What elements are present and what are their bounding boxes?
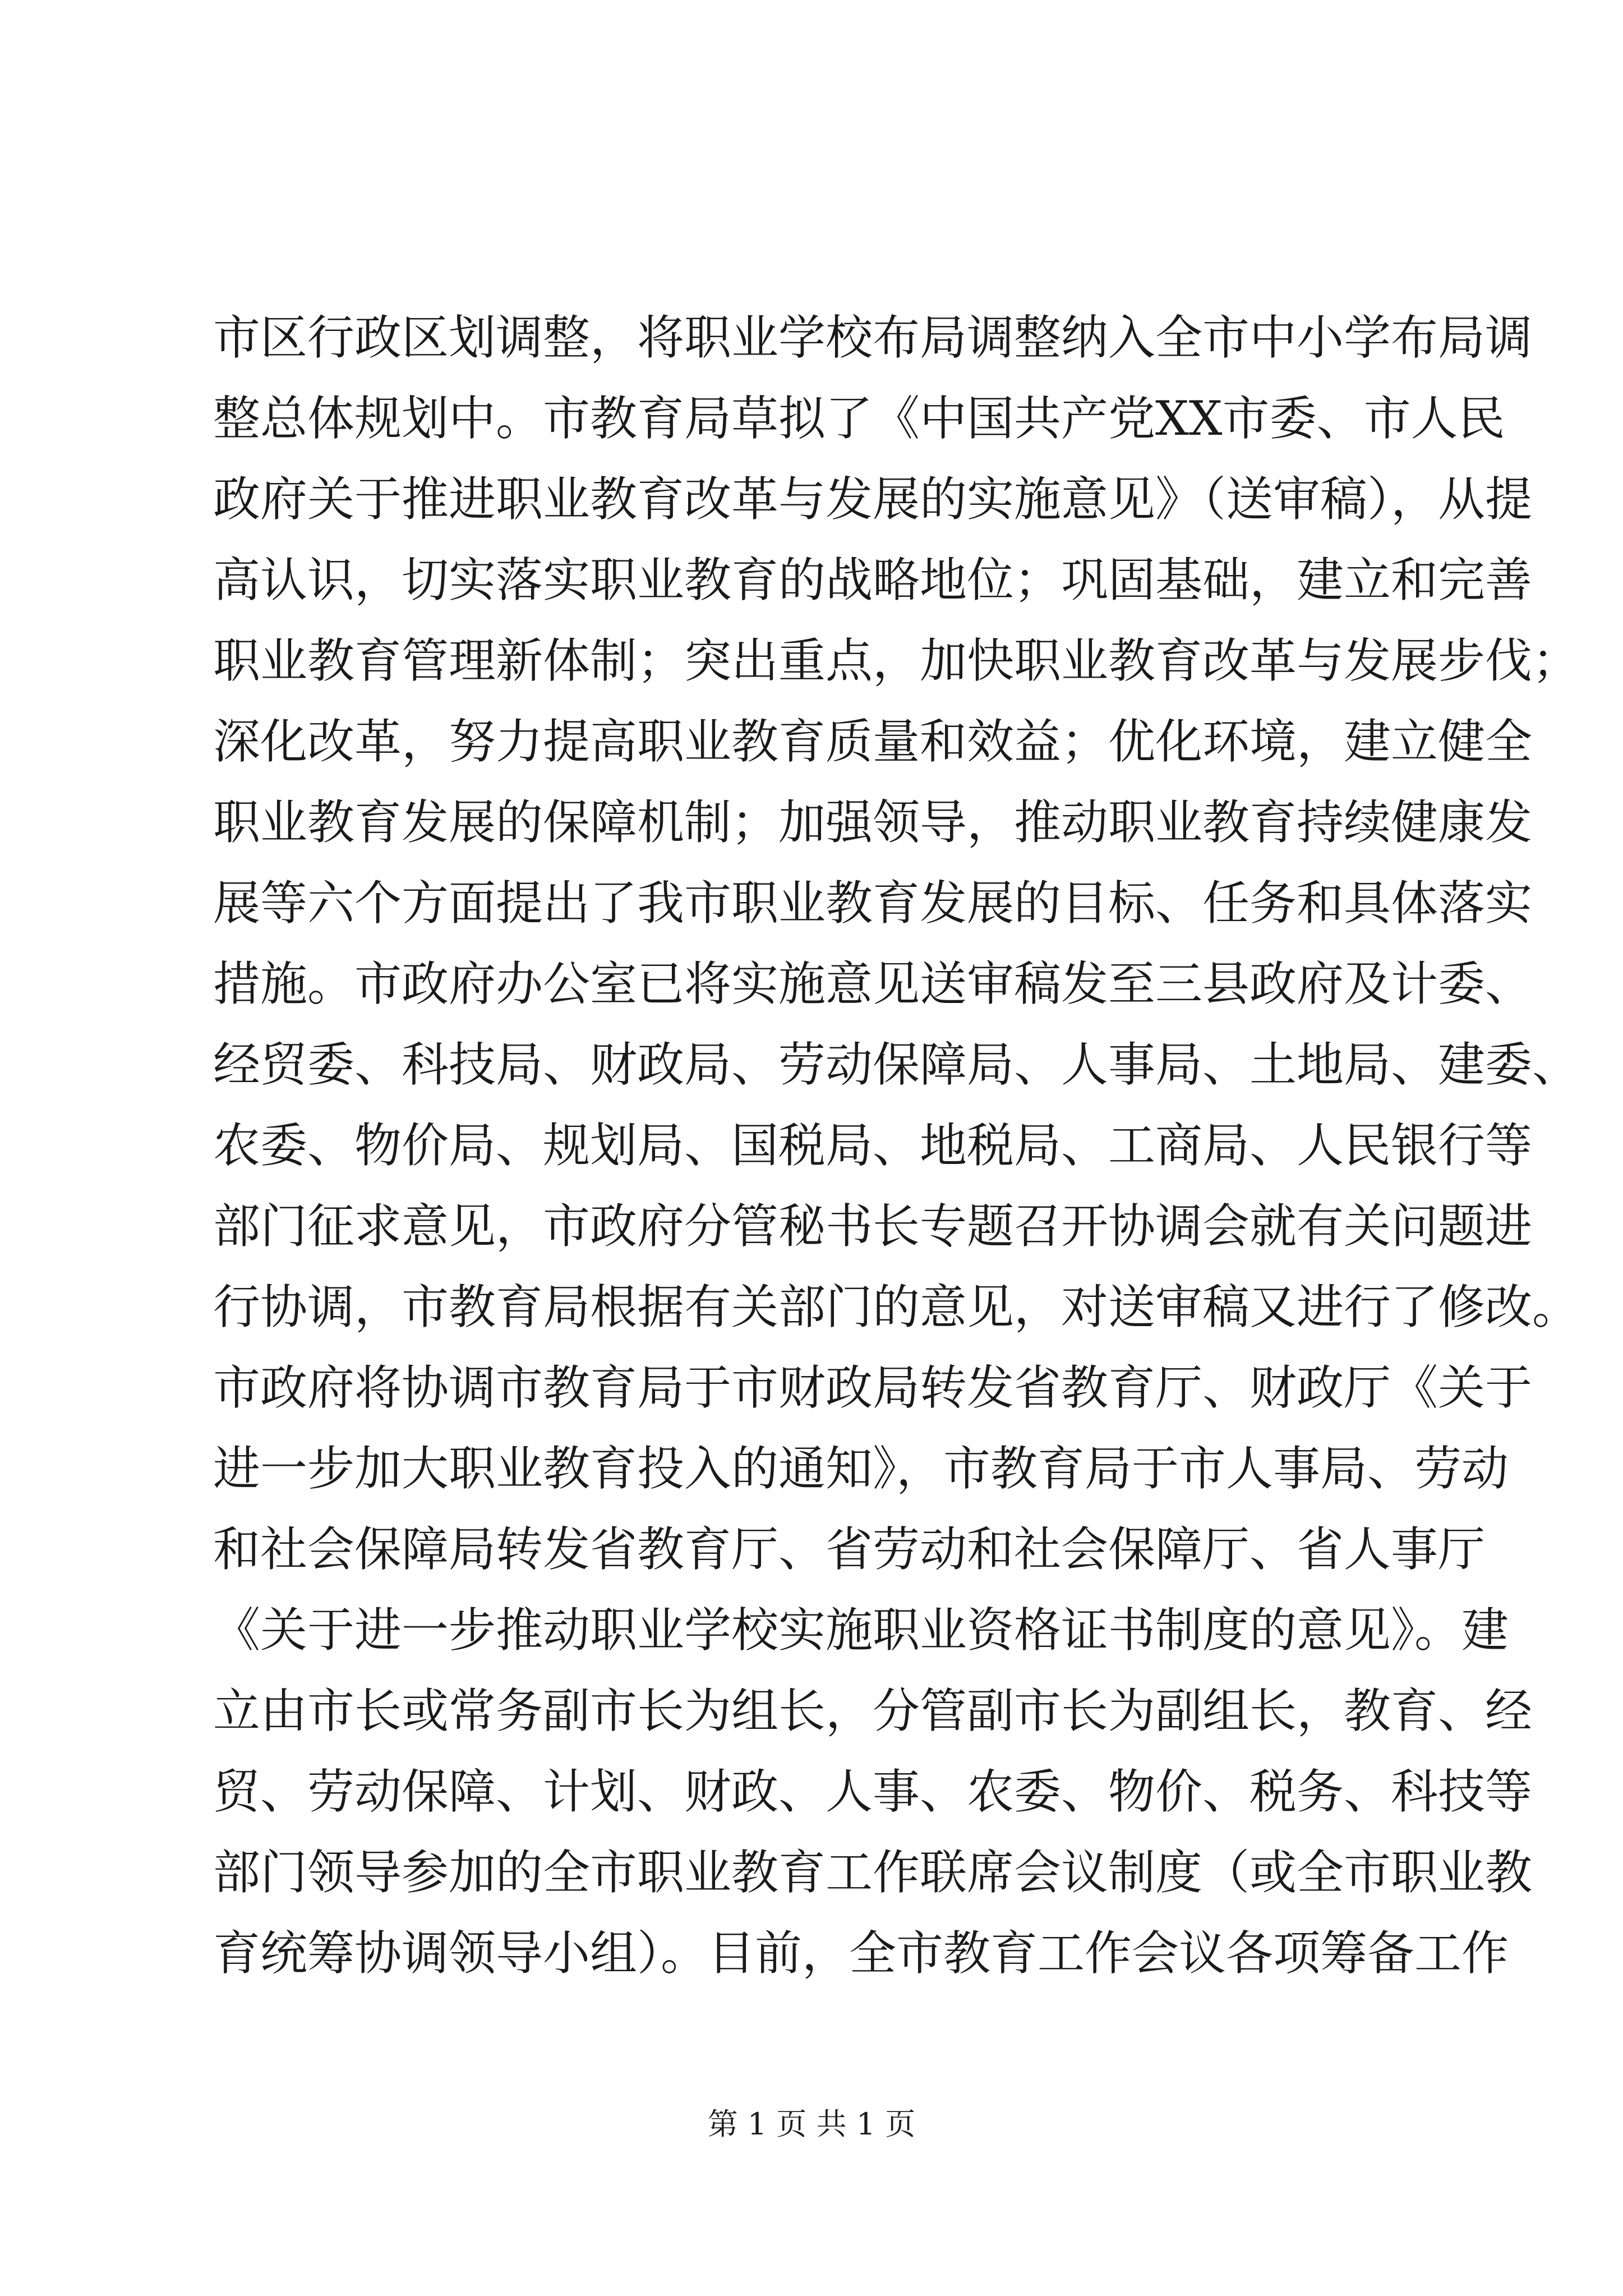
text-line: 和社会保障局转发省教育厅、省劳动和社会保障厅、省人事厅 bbox=[213, 1522, 1486, 1577]
text-line: 进一步加大职业教育投入的通知》，市教育局于市人事局、劳动 bbox=[213, 1441, 1509, 1496]
text-line: 部门领导参加的全市职业教育工作联席会议制度（或全市职业教 bbox=[213, 1845, 1533, 1900]
text-line: 职业教育管理新体制；突出重点，加快职业教育改革与发展步伐； bbox=[213, 633, 1580, 688]
text-line: 整总体规划中。市教育局草拟了《中国共产党XX市委、市人民 bbox=[213, 391, 1505, 446]
text-line: 市政府将协调市教育局于市财政局转发省教育厅、财政厅《关于 bbox=[213, 1360, 1533, 1415]
text-line: 展等六个方面提出了我市职业教育发展的目标、任务和具体落实 bbox=[213, 876, 1533, 931]
text-line: 贸、劳动保障、计划、财政、人事、农委、物价、税务、科技等 bbox=[213, 1764, 1533, 1819]
text-line: 经贸委、科技局、财政局、劳动保障局、人事局、土地局、建委、 bbox=[213, 1037, 1580, 1092]
text-line: 职业教育发展的保障机制；加强领导，推动职业教育持续健康发 bbox=[213, 795, 1533, 850]
text-line: 农委、物价局、规划局、国税局、地税局、工商局、人民银行等 bbox=[213, 1118, 1533, 1173]
body-paragraph bbox=[213, 297, 1580, 1994]
text-line: 《关于进一步推动职业学校实施职业资格证书制度的意见》。建 bbox=[213, 1603, 1509, 1658]
text-line: 高认识，切实落实职业教育的战略地位；巩固基础，建立和完善 bbox=[213, 553, 1533, 608]
text-line: 部门征求意见，市政府分管秘书长专题召开协调会就有关问题进 bbox=[213, 1199, 1533, 1254]
text-line: 深化改革，努力提高职业教育质量和效益；优化环境，建立健全 bbox=[213, 714, 1533, 769]
text-line: 政府关于推进职业教育改革与发展的实施意见》（送审稿），从提 bbox=[213, 472, 1533, 527]
text-line: 育统筹协调领导小组）。目前，全市教育工作会议各项筹备工作 bbox=[213, 1926, 1509, 1981]
text-line: 措施。市政府办公室已将实施意见送审稿发至三县政府及计委、 bbox=[213, 956, 1533, 1011]
text-line: 行协调，市教育局根据有关部门的意见，对送审稿又进行了修改。 bbox=[213, 1280, 1580, 1335]
text-line: 市区行政区划调整，将职业学校布局调整纳入全市中小学布局调 bbox=[213, 310, 1533, 365]
page-number-footer: 第 1 页 共 1 页 bbox=[707, 2106, 916, 2142]
text-line: 立由市长或常务副市长为组长，分管副市长为副组长，教育、经 bbox=[213, 1683, 1533, 1738]
